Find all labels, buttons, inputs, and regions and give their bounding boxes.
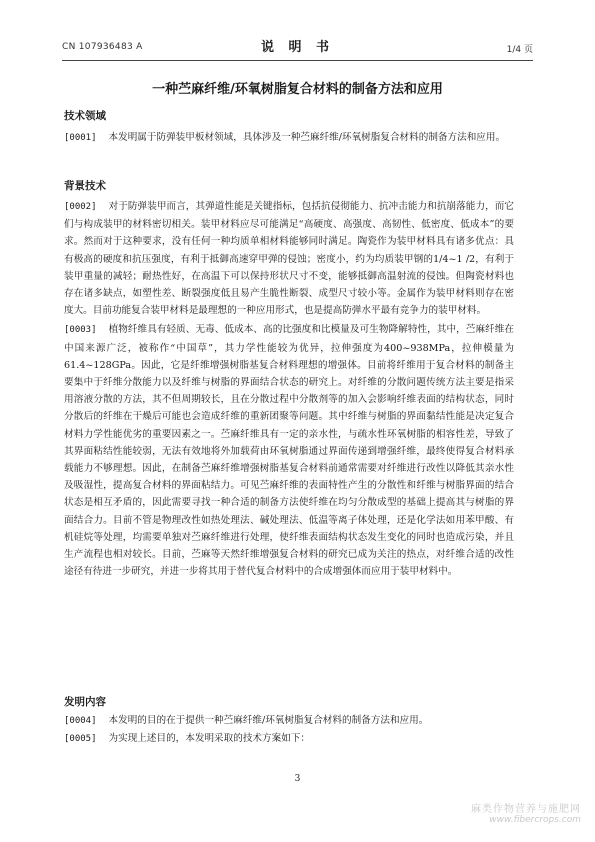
paragraph-0005: [64, 730, 514, 748]
page-header: [62, 36, 533, 56]
paragraph-number: [0004]: [64, 716, 97, 726]
page-indicator: 1/4 页: [506, 45, 533, 55]
paragraph-text: 本发明的目的在于提供一种苎麻纤维/环氧树脂复合材料的制备方法和应用。: [108, 715, 429, 726]
paragraph-text: 本发明属于防弹装甲板材领域，具体涉及一种苎麻纤维/环氧树脂复合材料的制备方法和应用。: [108, 132, 506, 143]
paragraph-number: [0005]: [64, 734, 97, 745]
document-type: 说 明 书: [260, 40, 335, 55]
paragraph-number: [0001]: [64, 133, 97, 143]
paragraph-0004: [64, 712, 514, 730]
watermark-site-name: 麻类作物营养与施肥网: [471, 804, 581, 815]
paragraph-number: [0003]: [64, 325, 97, 336]
paragraph-number: [0002]: [64, 202, 97, 212]
section-summary: [64, 694, 514, 748]
section-heading: 技术领域: [64, 110, 106, 122]
paragraph-text: 对于防弹装甲而言，其弹道性能是关键指标，包括抗侵彻能力、抗冲击能力和抗崩落能力，而它们与构成装甲的材料密切相关。装甲材料应尽可能满足“高硬度、高强度、高韧性、低密度、低成本”的要求。然而对于这种要求，没有任何一种均质单相材料能够同时满足。陶瓷作为装甲材料具有诸多优点：具有极高的硬度和抗压强度，有利于抵御高速穿甲弹的侵蚀；密度小，约为均质装甲钢的1/4~1 /2，有利于装甲重量的减轻；耐热性好，在高温下可以保持形状尺寸不变，能够抵御高温射流的侵蚀。但陶瓷材料也存在诸多缺点，如塑性差、断裂强度低且易产生脆性断裂、成型尺寸较小等。金属作为装甲材料则存在密度大。目前功能复合装甲材料是最理想的一种应用形式，也是提高防弹水平最有竞争力的装甲材料。: [64, 201, 514, 317]
header-divider: [62, 60, 533, 61]
paragraph-0003: [64, 321, 514, 580]
paragraph-text: 植物纤维具有轻质、无毒、低成本、高的比强度和比模量及可生物降解特性，其中，苎麻纤维在中国来源广泛，被称作“中国草”，其力学性能较为优异，拉伸强度为400~938MPa，拉伸模量为 61.4~128GPa。因此，它是纤维增强树脂基复合材料理想的增强体。目前将纤维用于复合材料的制备主要集中于纤维分散能力以及纤维与树脂的界面结合状态的研究上。对纤维的分散问题传统方法主要是指采用溶液分散的方法，其不但周期较长，且在分散过程中分散剂等的加入会影响纤维表面的结构状态，同时分散后的纤维在干燥后可能也会造成纤维的重新团聚等问题。其中纤维与树脂的界面黏结性能是决定复合材料力学性能优劣的重要因素之一。苎麻纤维具有一定的亲水性，与疏水性环氧树脂的相容性差，导致了其界面粘结性能较弱，无法有效地将外加载荷由环氧树脂通过界面传递到增强纤维，最终使得复合材料承载能力不够理想。因此，在制备苎麻纤维增强树脂基复合材料前通常需要对纤维进行改性以降低其亲水性及吸湿性，提高复合材料的界面粘结力。可见苎麻纤维的表面特性产生的分散性和纤维与树脂界面的结合状态是相互矛盾的，因此需要寻找一种合适的制备方法使纤维在均匀分散成型的基础上提高其与树脂的界面结合力。目前不管是物理改性如热处理法、碱处理法、低温等离子体处理，还是化学法如用苯甲酸、有机硅烷等处理，均需要单独对苎麻纤维进行处理，使纤维表面结构状态发生变化的同时也造成污染，并且生产流程也相对较长。目前，苎麻等天然纤维增强复合材料的研究已成为关注的热点，对纤维合适的改性途径有待进一步研究，并进一步将其用于替代复合材料中的合成增强体而应用于装甲材料中。: [64, 324, 514, 578]
paragraph-0002: [64, 198, 514, 319]
section-background: [64, 178, 514, 580]
site-watermark: [471, 800, 581, 825]
section-heading: 发明内容: [64, 696, 106, 708]
document-title: 一种苎麻纤维/环氧树脂复合材料的制备方法和应用: [152, 82, 443, 97]
paragraph-text: 为实现上述目的，本发明采取的技术方案如下：: [108, 733, 310, 745]
section-heading: 背景技术: [64, 180, 106, 192]
paragraph-0001: [64, 129, 514, 147]
watermark-url: www.fibercrops.com: [489, 815, 581, 825]
section-technical-field: [64, 108, 514, 147]
publication-number: CN 107936483 A: [62, 42, 143, 52]
page-number: 3: [294, 774, 301, 784]
